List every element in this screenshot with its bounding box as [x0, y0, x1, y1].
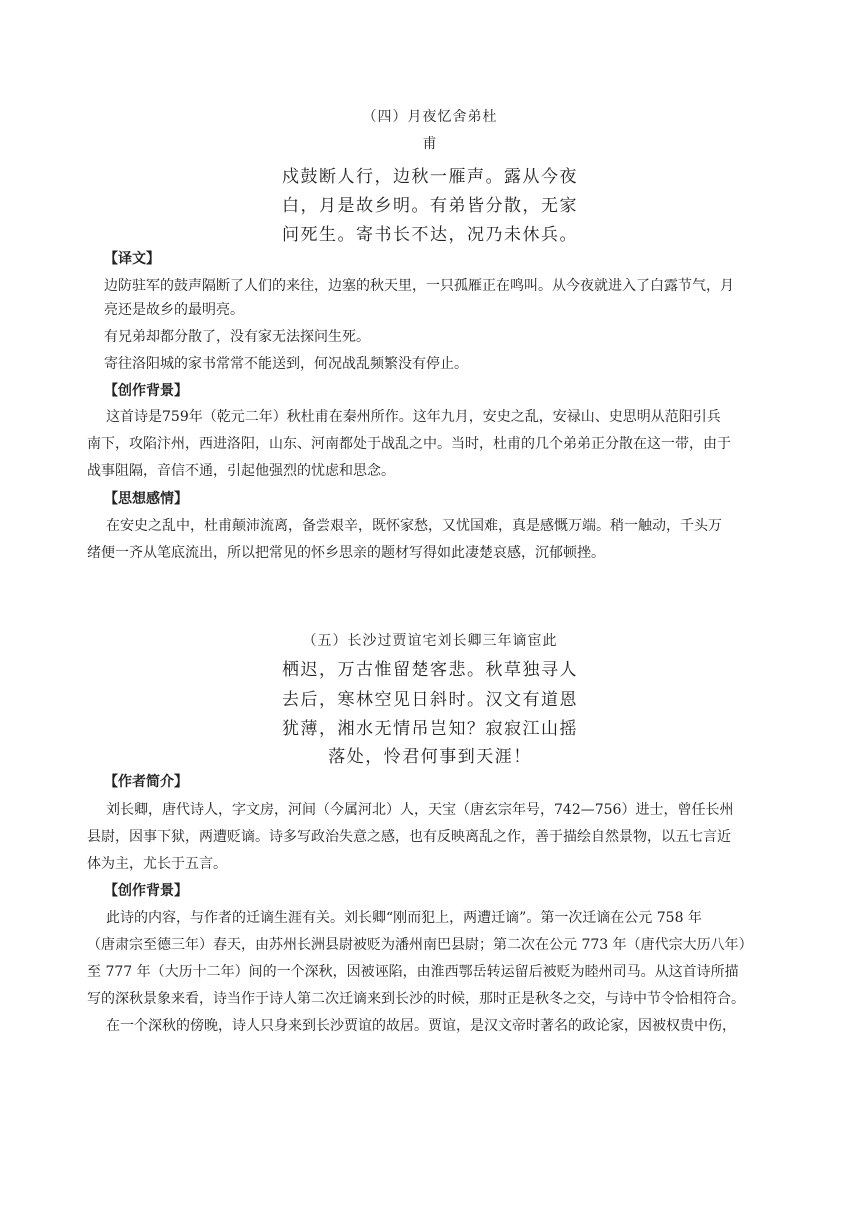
poem-title: （五）长沙过贾谊宅刘长卿三年谪宦此: [302, 633, 558, 649]
poem-author: 甫: [422, 136, 438, 152]
paragraph-line: 在安史之乱中，杜甫颠沛流离，备尝艰辛，既怀家愁，又忧国难，真是感慨万端。稍一触动，千头万: [106, 518, 722, 534]
poem-line: 落处，怜君何事到天涯！: [328, 747, 532, 767]
paragraph-line: 县尉，因事下狱，两遭贬谪。诗多写政治失意之感，也有反映离乱之作，善于描绘自然景物，以五七言近: [87, 829, 731, 845]
paragraph-line: 寄往洛阳城的家书常常不能送到，何况战乱频繁没有停止。: [104, 356, 468, 372]
paragraph-line: 有兄弟却都分散了，没有家无法探问生死。: [104, 329, 370, 345]
paragraph-line: 刘长卿，唐代诗人，字文房，河间（今属河北）人，天宝（唐玄宗年号，742—756）进士，曾任长州: [106, 802, 734, 818]
section-heading-translation: 【译文】: [104, 251, 160, 267]
section-heading-background: 【创作背景】: [104, 883, 188, 899]
section-heading-background: 【创作背景】: [104, 383, 188, 399]
poem-line: 去后，寒林空见日斜时。汉文有道恩: [282, 690, 578, 710]
paragraph-line: 战事阻隔，音信不通，引起他强烈的忧虑和思念。: [87, 463, 395, 479]
paragraph-line: 南下，攻陷汴州，西进洛阳，山东、河南都处于战乱之中。当时，杜甫的几个弟弟正分散在这一带，由于: [87, 436, 731, 452]
section-heading-author: 【作者简介】: [104, 774, 188, 790]
poem-line: 白，月是故乡明。有弟皆分散，无家: [282, 196, 578, 216]
poem-line: 犹薄，湘水无情吊岂知？寂寂江山摇: [282, 719, 578, 739]
paragraph-line: 这首诗是759年（乾元二年）秋杜甫在秦州所作。这年九月，安史之乱，安禄山、史思明从范阳引兵: [106, 409, 721, 425]
paragraph-line: 边防驻军的鼓声隔断了人们的来往，边塞的秋天里，一只孤雁正在鸣叫。从今夜就进入了白露节气，月: [104, 278, 734, 294]
poem-line: 戍鼓断人行，边秋一雁声。露从今夜: [282, 167, 578, 187]
paragraph-line: （唐肃宗至德三年）春天，由苏州长洲县尉被贬为潘州南巴县尉；第二次在公元 773 年（唐代宗大历八年）: [87, 937, 753, 953]
poem-title: （四）月夜忆舍弟杜: [362, 109, 498, 125]
paragraph-line: 在一个深秋的傍晚，诗人只身来到长沙贾谊的故居。贾谊，是汉文帝时著名的政论家，因被权贵中伤，: [106, 1018, 736, 1034]
paragraph-line: 体为主，尤长于五言。: [87, 856, 227, 872]
section-heading-emotion: 【思想感情】: [104, 491, 188, 507]
poem-line: 栖迟，万古惟留楚客悲。秋草独寻人: [282, 660, 578, 680]
poem-line: 问死生。寄书长不达，况乃未休兵。: [282, 225, 578, 245]
paragraph-line: 绪便一齐从笔底流出，所以把常见的怀乡思亲的题材写得如此凄楚哀感，沉郁顿挫。: [87, 545, 605, 561]
paragraph-line: 至 777 年（大历十二年）间的一个深秋，因被诬陷，由淮西鄂岳转运留后被贬为睦州司马。从这首诗所描: [87, 964, 739, 980]
paragraph-line: 亮还是故乡的最明亮。: [104, 302, 244, 318]
paragraph-line: 写的深秋景象来看，诗当作于诗人第二次迁谪来到长沙的时候，那时正是秋冬之交，与诗中节令恰相符合。: [87, 991, 745, 1007]
paragraph-line: 此诗的内容，与作者的迁谪生涯有关。刘长卿“刚而犯上，两遭迁谪”。第一次迁谪在公元 758 年: [106, 910, 702, 926]
